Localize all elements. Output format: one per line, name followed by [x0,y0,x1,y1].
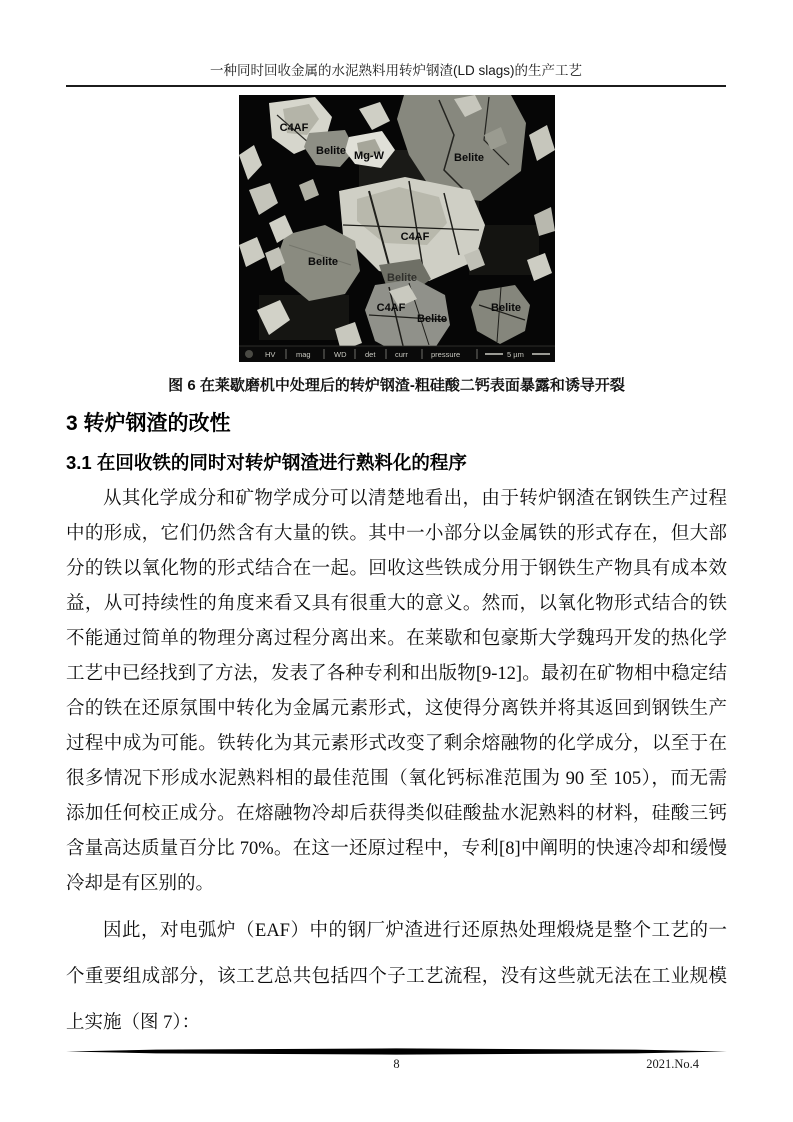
sem-label-c4af-3: C4AF [376,302,405,314]
sem-label-belite-4: Belite [386,272,417,284]
paragraph-1: 从其化学成分和矿物学成分可以清楚地看出，由于转炉钢渣在钢铁生产过程中的形成，它们仍然含有大量的铁。其中一小部分以金属铁的形式存在，但大部分的铁以氧化物的形式结合在一起。回收这些铁成分用于钢铁生产物具有成本效益，从可持续性的角度来看又具有很重大的意义。然而，以氧化物形式结合的铁不能通过简单的物理分离过程分离出来。在莱歇和包豪斯大学魏玛开发的热化学工艺中已经找到了方法，发表了各种专利和出版物[9-12]。最初在矿物相中稳定结合的铁在还原氛围中转化为金属元素形式，这使得分离铁并将其返回到钢铁生产过程中成为可能。铁转化为其元素形式改变了剩余熔融物的化学成分，以至于在很多情况下形成水泥熟料相的最佳范围（氧化钙标准范围为 90 至 105），而无需添加任何校正成分。在熔融物冷却后获得类似硅酸盐水泥熟料的材料，硅酸三钙含量高达质量百分比 70%。在这一还原过程中，专利[8]中阐明的快速冷却和缓慢冷却是有区别的。 [66,489,727,894]
page-number: 8 [393,1057,400,1071]
sem-label-belite-5: Belite [416,313,447,325]
sem-infobar-mag: mag [295,350,311,359]
sem-label-belite-6: Belite [490,302,521,314]
figure-caption: 图 6 在莱歇磨机中处理后的转炉钢渣-粗硅酸二钙表面暴露和诱导开裂 [168,377,625,394]
sem-infobar-pressure: pressure [430,350,460,359]
sem-label-belite-1: Belite [315,145,346,157]
figure-6 [0,95,793,396]
issue-number: 2021.No.4 [646,1057,699,1071]
sem-vendor-logo-icon [245,350,253,358]
sem-scale-label: 5 µm [506,350,524,359]
sem-infobar-det: det [364,350,375,359]
page-footer [66,1048,727,1077]
page-header [66,0,726,87]
subsection-heading: 3.1 在回收铁的同时对转炉钢渣进行熟料化的程序 [66,452,467,473]
sem-label-c4af-1: C4AF [279,122,308,134]
sem-infobar-hv: HV [264,350,275,359]
sem-label-belite-3: Belite [307,256,338,268]
sem-micrograph-canvas [239,95,555,362]
sem-infobar-wd: WD [333,350,346,359]
body-text [66,482,727,1046]
sem-label-belite-2: Belite [453,152,484,164]
section-heading: 3 转炉钢渣的改性 [66,412,231,435]
header-title: 一种同时回收金属的水泥熟料用转炉钢渣(LD slags)的生产工艺 [209,63,582,78]
paragraph-2: 因此，对电弧炉（EAF）中的钢厂炉渣进行还原热处理煅烧是整个工艺的一个重要组成部分，该工艺总共包括四个子工艺流程，没有这些就无法在工业规模上实施（图 7）： [66,921,727,1033]
sem-label-mgw: Mg-W [353,150,384,162]
footer-rule [66,1048,727,1055]
sem-label-c4af-2: C4AF [400,231,429,243]
sem-infobar-curr: curr [394,350,408,359]
sem-micrograph-image [239,95,555,362]
